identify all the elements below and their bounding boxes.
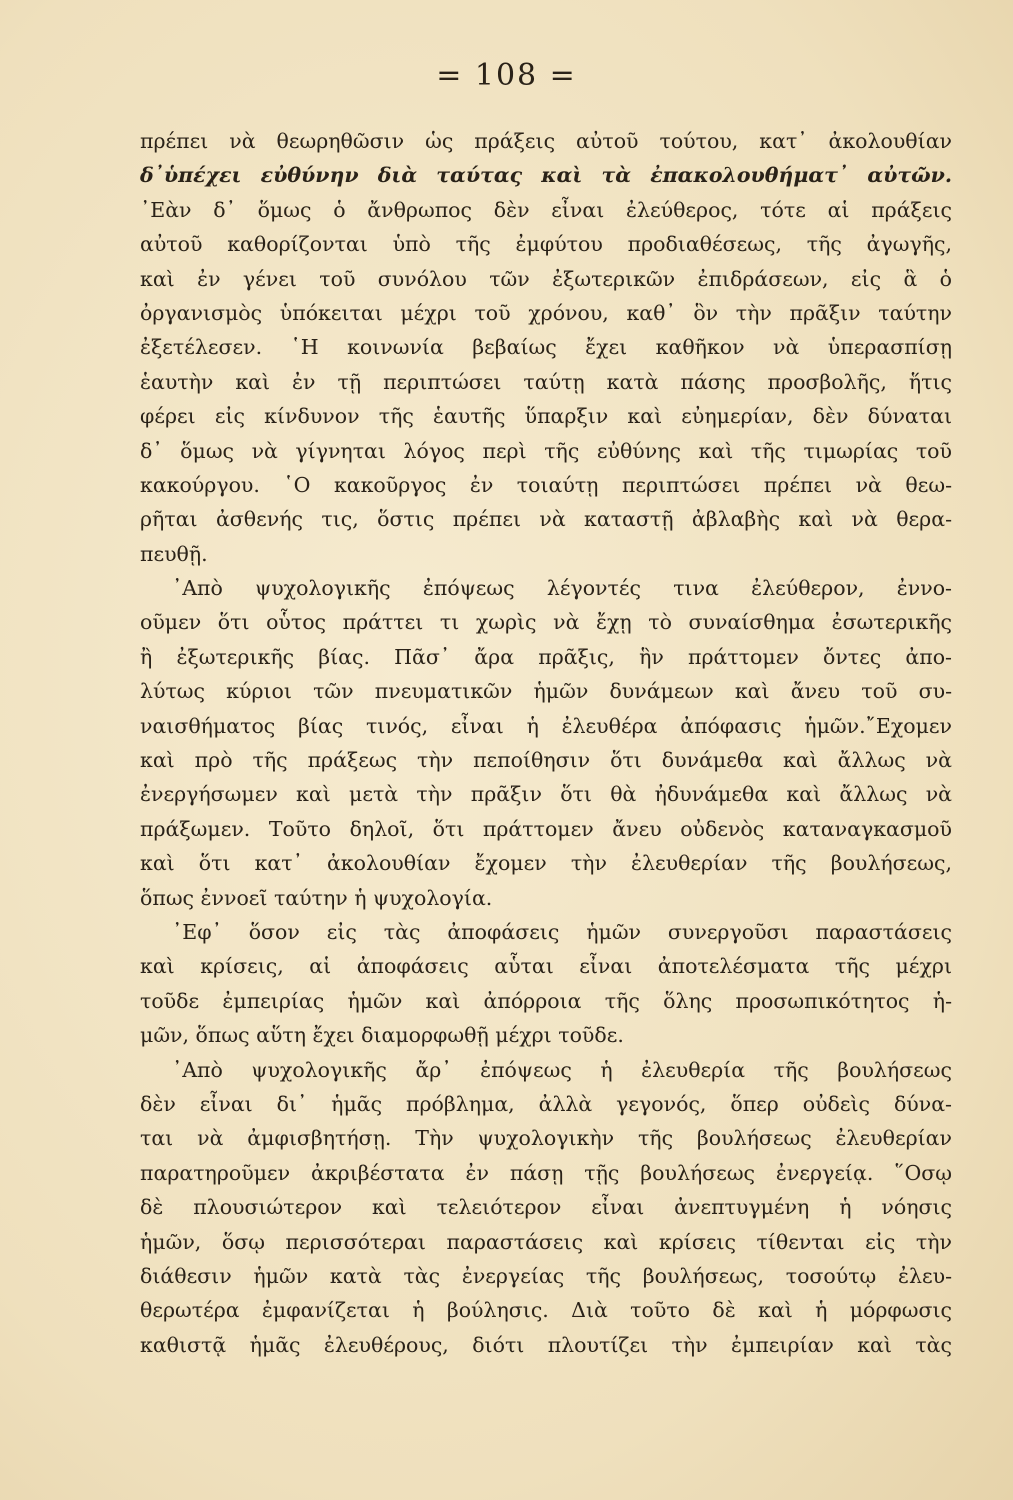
- paragraph-start: ᾽Εφ᾽ ὅσον εἰς τὰς ἀποφάσεις ἡμῶν συνεργοῦσι παραστάσεις: [172, 919, 952, 944]
- text-line: μῶν, ὅπως αὕτη ἔχει διαμορφωθῇ μέχρι τοῦδε.: [140, 1023, 624, 1048]
- text-line: πράξωμεν. Τοῦτο δηλοῖ, ὅτι πράττομεν ἄνευ οὐδενὸς καταναγκασμοῦ: [140, 816, 952, 841]
- text-line: ἢ ἐξωτερικῆς βίας. Πᾶσ᾽ ἄρα πρᾶξις, ἣν πράττομεν ὄντες ἀπο-: [140, 644, 952, 669]
- text-line: ἐξετέλεσεν. ῾Η κοινωνία βεβαίως ἔχει καθῆκον νὰ ὑπερασπίσῃ: [140, 335, 952, 360]
- text-line: ρῆται ἀσθενής τις, ὅστις πρέπει νὰ καταστῇ ἀβλαβὴς καὶ νὰ θερα-: [140, 507, 952, 532]
- text-line: καὶ ὅτι κατ᾽ ἀκολουθίαν ἔχομεν τὴν ἐλευθερίαν τῆς βουλήσεως,: [140, 851, 952, 876]
- text-line: διάθεσιν ἡμῶν κατὰ τὰς ἐνεργείας τῆς βουλήσεως, τοσούτῳ ἐλευ-: [140, 1263, 952, 1288]
- text-line: λύτως κύριοι τῶν πνευματικῶν ἡμῶν δυνάμεων καὶ ἄνευ τοῦ συ-: [140, 679, 952, 704]
- text-line: ἑαυτὴν καὶ ἐν τῇ περιπτώσει ταύτῃ κατὰ πάσης προσβολῆς, ἥτις: [140, 369, 952, 394]
- paragraph-start: ᾽Απὸ ψυχολογικῆς ἐπόψεως λέγοντές τινα ἐλεύθερον, ἐννο-: [172, 576, 952, 601]
- text-line: ἐνεργήσωμεν καὶ μετὰ τὴν πρᾶξιν ὅτι θὰ ἠδυνάμεθα καὶ ἄλλως νὰ: [140, 782, 952, 807]
- text-line: ται νὰ ἀμφισβητήσῃ. Τὴν ψυχολογικὴν τῆς βουλήσεως ἐλευθερίαν: [140, 1126, 952, 1151]
- body-text: [140, 124, 952, 1362]
- text-line: ὅπως ἐννοεῖ ταύτην ἡ ψυχολογία.: [140, 885, 493, 910]
- text-line: καὶ κρίσεις, αἱ ἀποφάσεις αὗται εἶναι ἀποτελέσματα τῆς μέχρι: [140, 954, 952, 979]
- text-line: τοῦδε ἐμπειρίας ἡμῶν καὶ ἀπόρροια τῆς ὅλης προσωπικότητος ἡ-: [140, 988, 952, 1013]
- text-line: δ᾽ ὅμως νὰ γίγνηται λόγος περὶ τῆς εὐθύνης καὶ τῆς τιμωρίας τοῦ: [140, 438, 952, 463]
- page-number: = 108 =: [436, 58, 577, 93]
- text-line: θερωτέρα ἐμφανίζεται ἡ βούλησις. Διὰ τοῦτο δὲ καὶ ἡ μόρφωσις: [140, 1298, 952, 1323]
- text-line: πρέπει νὰ θεωρηθῶσιν ὡς πράξεις αὐτοῦ τούτου, κατ᾽ ἀκολουθίαν: [140, 129, 952, 153]
- text-line-emphasis: δ᾽ὑπέχει εὐθύνην διὰ ταύτας καὶ τὰ ἐπακολουθήματ᾽ αὐτῶν.: [140, 163, 952, 188]
- text-line: φέρει εἰς κίνδυνον τῆς ἑαυτῆς ὕπαρξιν καὶ εὐημερίαν, δὲν δύναται: [140, 404, 952, 429]
- text-line: κακούργου. ῾Ο κακοῦργος ἐν τοιαύτῃ περιπτώσει πρέπει νὰ θεω-: [140, 472, 952, 497]
- text-line: οῦμεν ὅτι οὗτος πράττει τι χωρὶς νὰ ἔχῃ τὸ συναίσθημα ἐσωτερικῆς: [140, 610, 952, 635]
- text-line: ναισθήματος βίας τινός, εἶναι ἡ ἐλευθέρα ἀπόφασις ἡμῶν.῎Εχομεν: [140, 713, 952, 738]
- text-line: πευθῇ.: [140, 541, 208, 566]
- text-line: δὲ πλουσιώτερον καὶ τελειότερον εἶναι ἀνεπτυγμένη ἡ νόησις: [140, 1195, 952, 1220]
- text-line: αὐτοῦ καθορίζονται ὑπὸ τῆς ἐμφύτου προδιαθέσεως, τῆς ἀγωγῆς,: [140, 232, 952, 257]
- text-line: δὲν εἶναι δι᾽ ἡμᾶς πρόβλημα, ἀλλὰ γεγονός, ὅπερ οὐδεὶς δύνα-: [140, 1091, 952, 1116]
- text-line: ὀργανισμὸς ὑπόκειται μέχρι τοῦ χρόνου, καθ᾽ ὃν τὴν πρᾶξιν ταύτην: [140, 300, 952, 325]
- text-line: καὶ ἐν γένει τοῦ συνόλου τῶν ἐξωτερικῶν ἐπιδράσεων, εἰς ἃ ὁ: [140, 266, 952, 291]
- text-line: παρατηροῦμεν ἀκριβέστατα ἐν πάσῃ τῇς βουλήσεως ἐνεργείᾳ. ῞Οσῳ: [140, 1160, 952, 1185]
- paragraph-start: ᾽Απὸ ψυχολογικῆς ἄρ᾽ ἐπόψεως ἡ ἐλευθερία τῆς βουλήσεως: [172, 1057, 952, 1082]
- text-line: καὶ πρὸ τῆς πράξεως τὴν πεποίθησιν ὅτι δυνάμεθα καὶ ἄλλως νὰ: [140, 748, 952, 773]
- text-line: ᾽Εὰν δ᾽ ὅμως ὁ ἄνθρωπος δὲν εἶναι ἐλεύθερος, τότε αἱ πράξεις: [140, 197, 952, 222]
- text-line: καθιστᾷ ἡμᾶς ἐλευθέρους, διότι πλουτίζει τὴν ἐμπειρίαν καὶ τὰς: [140, 1332, 952, 1357]
- text-line: ἡμῶν, ὅσῳ περισσότεραι παραστάσεις καὶ κρίσεις τίθενται εἰς τὴν: [140, 1229, 952, 1254]
